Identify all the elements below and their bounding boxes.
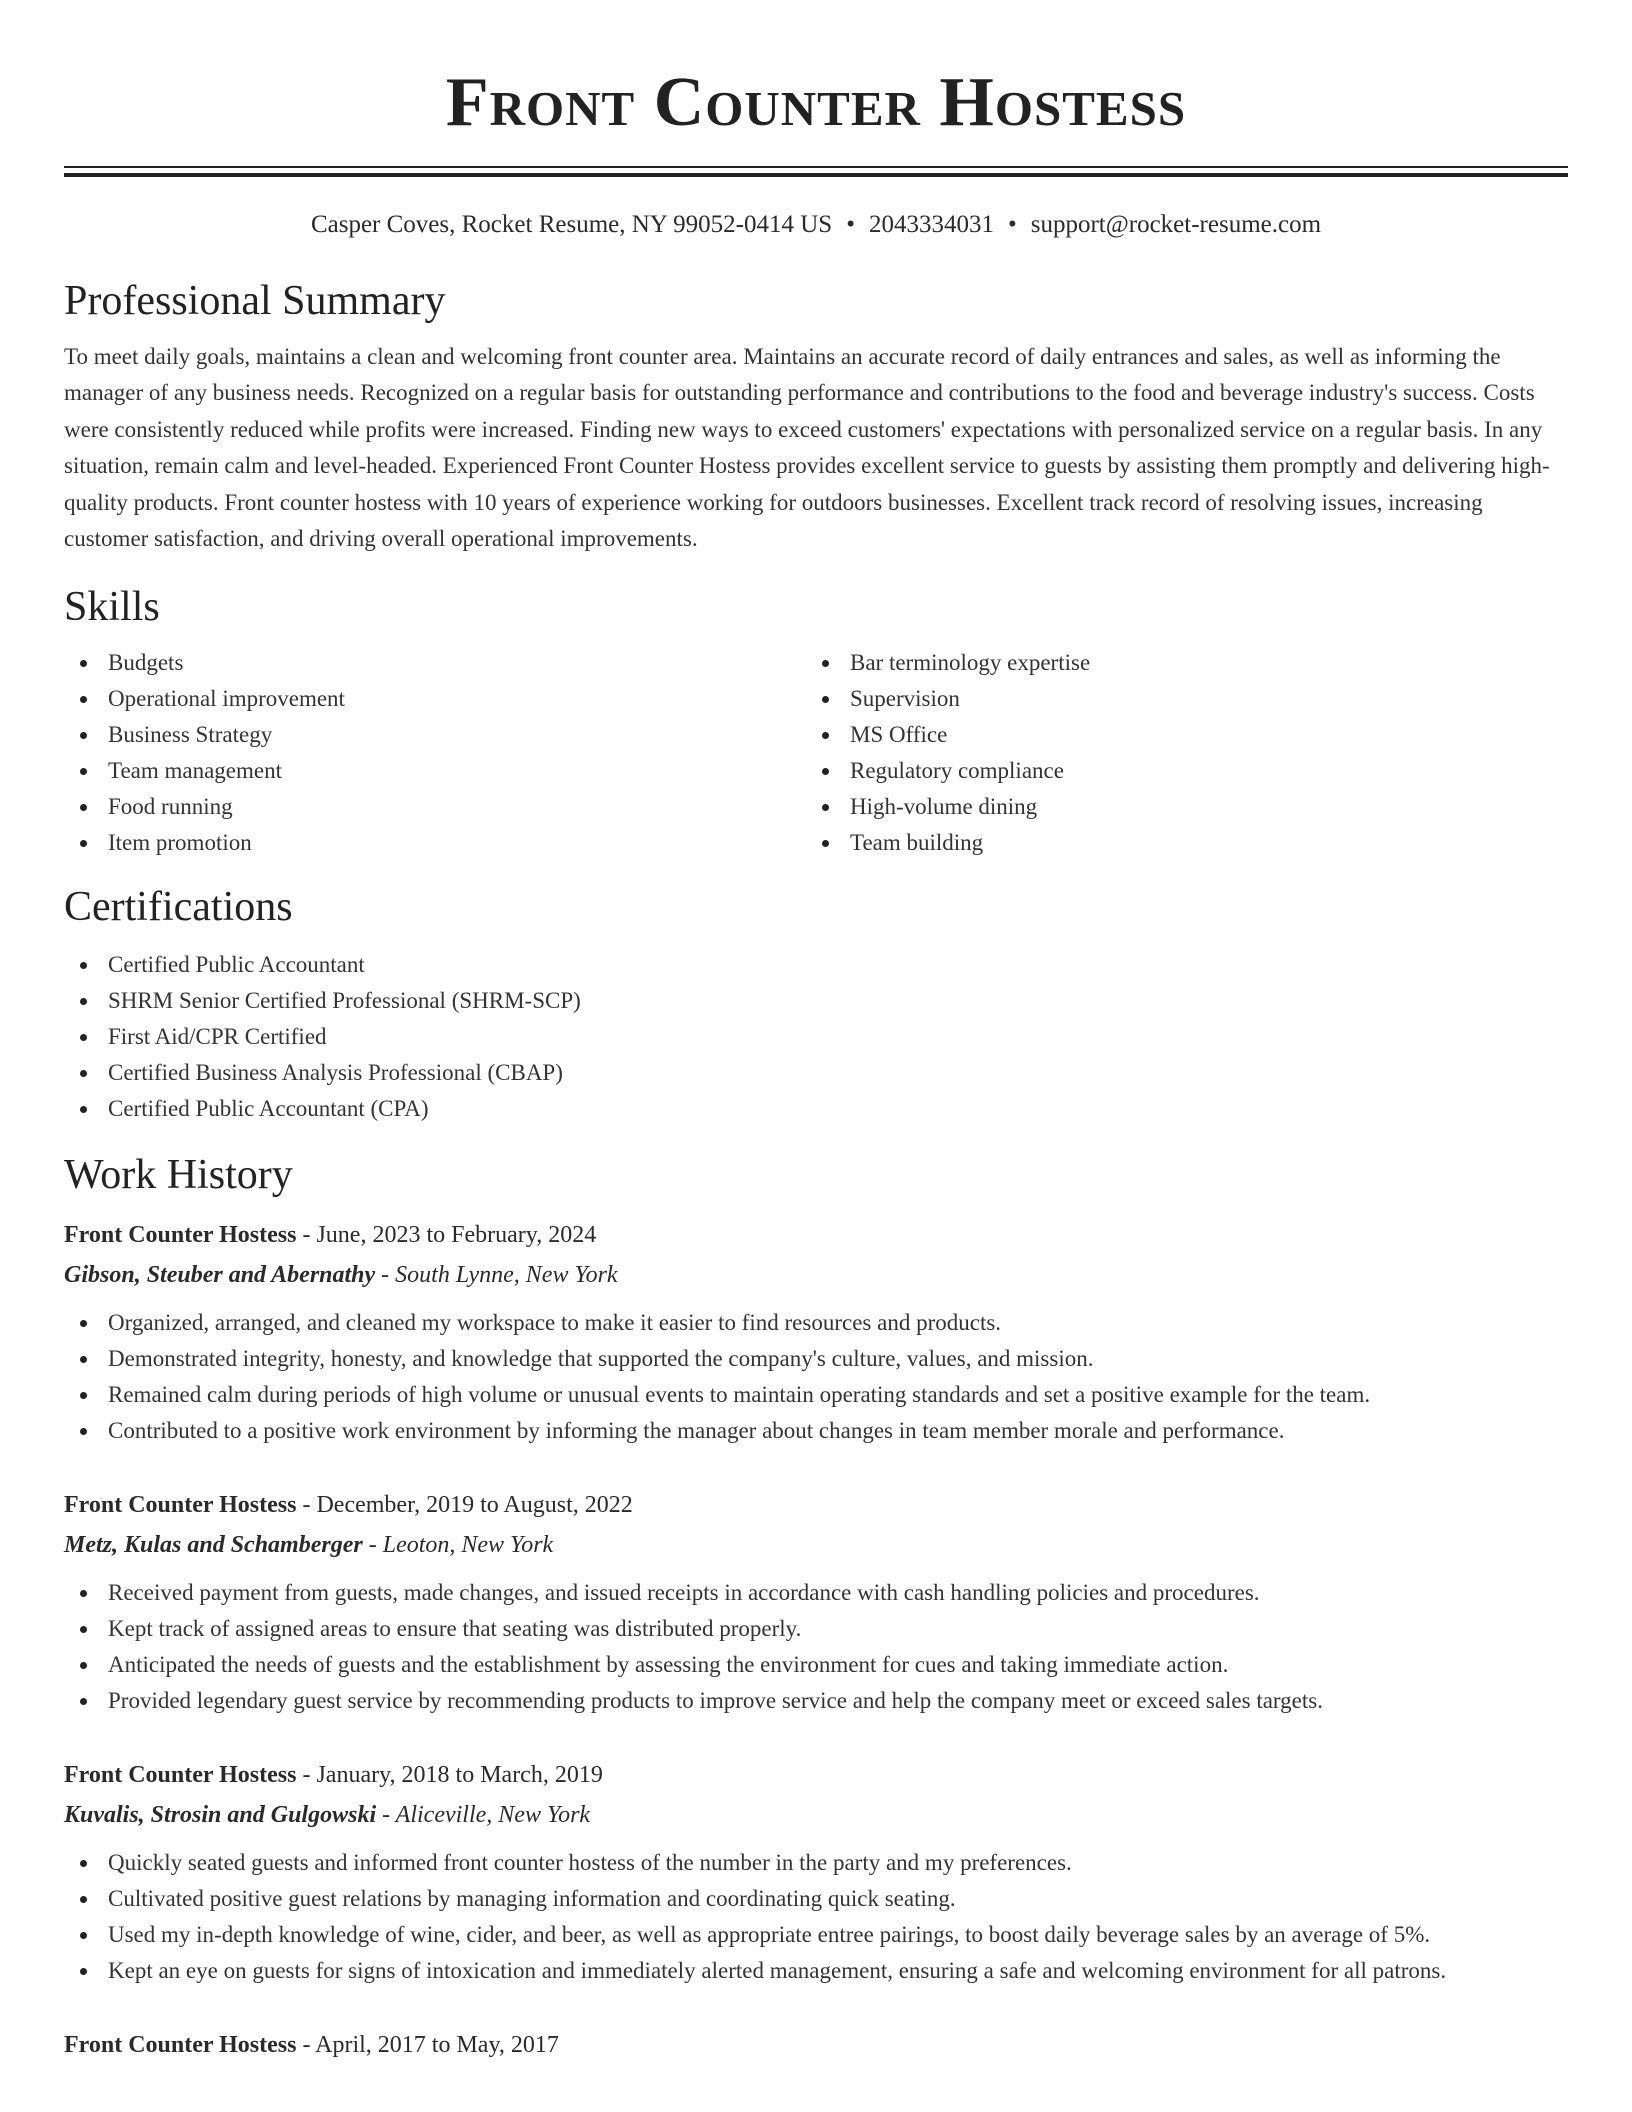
job-bullet: Kept an eye on guests for signs of intoxication and immediately alerted management, ensuring a safe and welcoming environment for all patrons. <box>64 1953 1568 1989</box>
skills-list-left <box>64 645 806 861</box>
job-entry <box>64 1755 1568 1989</box>
skill-item: Operational improvement <box>64 681 806 717</box>
job-bullet: Anticipated the needs of guests and the establishment by assessing the environment for cues and taking immediate action. <box>64 1647 1568 1683</box>
job-location: South Lynne, New York <box>395 1262 618 1289</box>
contact-separator: • <box>1007 211 1017 238</box>
skill-item: Item promotion <box>64 825 806 861</box>
title-divider-thin <box>64 166 1568 168</box>
skill-item: Regulatory compliance <box>806 753 1548 789</box>
job-bullet: Quickly seated guests and informed front counter hostess of the number in the party and my preferences. <box>64 1845 1568 1881</box>
job-title-line: Front Counter Hostess - April, 2017 to May, 2017 <box>64 2032 559 2059</box>
job-title-line: Front Counter Hostess - January, 2018 to March, 2019 <box>64 1762 603 1789</box>
contact-phone: 2043334031 <box>868 211 994 238</box>
job-dates: January, 2018 to March, 2019 <box>316 1762 603 1789</box>
job-bullet: Received payment from guests, made changes, and issued receipts in accordance with cash handling policies and procedures. <box>64 1575 1568 1611</box>
skill-item: Bar terminology expertise <box>806 645 1548 681</box>
job-bullet: Contributed to a positive work environment by informing the manager about changes in team member morale and performance. <box>64 1413 1568 1449</box>
skill-item: Team management <box>64 753 806 789</box>
job-bullets <box>64 1845 1568 1989</box>
job-bullet: Organized, arranged, and cleaned my workspace to make it easier to find resources and products. <box>64 1305 1568 1341</box>
job-bullets <box>64 1575 1568 1719</box>
job-role: Front Counter Hostess <box>64 1222 297 1249</box>
contact-address: Casper Coves, Rocket Resume, NY 99052-0414 US <box>310 211 833 238</box>
skill-item: MS Office <box>806 717 1548 753</box>
certification-item: Certified Public Accountant (CPA) <box>64 1091 1568 1127</box>
job-bullet: Cultivated positive guest relations by managing information and coordinating quick seating. <box>64 1881 1568 1917</box>
job-company: Kuvalis, Strosin and Gulgowski <box>64 1802 377 1829</box>
resume-page <box>64 0 1568 2065</box>
job-role: Front Counter Hostess <box>64 1762 297 1789</box>
job-location: Aliceville, New York <box>395 1802 591 1829</box>
contact-line <box>64 209 1568 241</box>
job-bullet: Used my in-depth knowledge of wine, cider, and beer, as well as appropriate entree pairings, to boost daily beverage sales by an average of 5%. <box>64 1917 1568 1953</box>
job-dates: June, 2023 to February, 2024 <box>316 1222 597 1249</box>
certifications-list <box>64 947 1568 1127</box>
certification-item: Certified Business Analysis Professional (CBAP) <box>64 1055 1568 1091</box>
summary-heading: Professional Summary <box>64 278 446 324</box>
skills-heading: Skills <box>64 584 160 631</box>
contact-email: support@rocket-resume.com <box>1030 211 1322 238</box>
work-history-heading: Work History <box>64 1152 293 1199</box>
certification-item: Certified Public Accountant <box>64 947 1568 983</box>
certifications-heading: Certifications <box>64 884 293 931</box>
job-company-line: Metz, Kulas and Schamberger - Leoton, New York <box>64 1532 554 1559</box>
resume-title: Front Counter Hostess <box>445 64 1187 141</box>
skill-item: Budgets <box>64 645 806 681</box>
skill-item: Supervision <box>806 681 1548 717</box>
job-bullets <box>64 1305 1568 1449</box>
job-location: Leoton, New York <box>382 1532 554 1559</box>
skill-item: Food running <box>64 789 806 825</box>
job-company: Gibson, Steuber and Abernathy <box>64 1262 376 1289</box>
job-role: Front Counter Hostess <box>64 1492 297 1519</box>
certification-item: First Aid/CPR Certified <box>64 1019 1568 1055</box>
job-company: Metz, Kulas and Schamberger <box>64 1532 363 1559</box>
summary-text: To meet daily goals, maintains a clean and welcoming front counter area. Maintains an accurate record of daily entrances and sales, as well as informing the manager of any business needs. Recognized on a regular basis for outstanding performance and contributions to the food and beverage industry's success. Costs were consistently reduced while profits were increased. Finding new ways to exceed customers' expectations with personalized service on a regular basis. In any situation, remain calm and level-headed. Experienced Front Counter Hostess provides excellent service to guests by assisting them promptly and delivering high-quality products. Front counter hostess with 10 years of experience working for outdoors businesses. Excellent track record of resolving issues, increasing customer satisfaction, and driving overall operational improvements. <box>64 344 1550 552</box>
contact-separator: • <box>846 211 855 238</box>
job-dates: December, 2019 to August, 2022 <box>316 1492 633 1519</box>
title-divider-thick <box>64 173 1568 177</box>
job-bullet: Demonstrated integrity, honesty, and knowledge that supported the company's culture, values, and mission. <box>64 1341 1568 1377</box>
job-dates: April, 2017 to May, 2017 <box>315 2032 559 2059</box>
skill-item: High-volume dining <box>806 789 1548 825</box>
job-role: Front Counter Hostess <box>64 2032 297 2059</box>
certification-item: SHRM Senior Certified Professional (SHRM-SCP) <box>64 983 1568 1019</box>
job-entry <box>64 2025 1568 2065</box>
job-company-line: Kuvalis, Strosin and Gulgowski - Aliceville, New York <box>64 1802 591 1829</box>
job-bullet: Kept track of assigned areas to ensure that seating was distributed properly. <box>64 1611 1568 1647</box>
job-bullet: Provided legendary guest service by recommending products to improve service and help the company meet or exceed sales targets. <box>64 1683 1568 1719</box>
skill-item: Team building <box>806 825 1548 861</box>
skills-list-right <box>806 645 1548 861</box>
skills-columns <box>64 645 1568 861</box>
job-bullet: Remained calm during periods of high volume or unusual events to maintain operating standards and set a positive example for the team. <box>64 1377 1568 1413</box>
job-title-line: Front Counter Hostess - June, 2023 to February, 2024 <box>64 1222 597 1249</box>
job-entry <box>64 1215 1568 1449</box>
skill-item: Business Strategy <box>64 717 806 753</box>
job-company-line: Gibson, Steuber and Abernathy - South Lynne, New York <box>64 1262 618 1289</box>
job-entry <box>64 1485 1568 1719</box>
job-title-line: Front Counter Hostess - December, 2019 to August, 2022 <box>64 1492 633 1519</box>
